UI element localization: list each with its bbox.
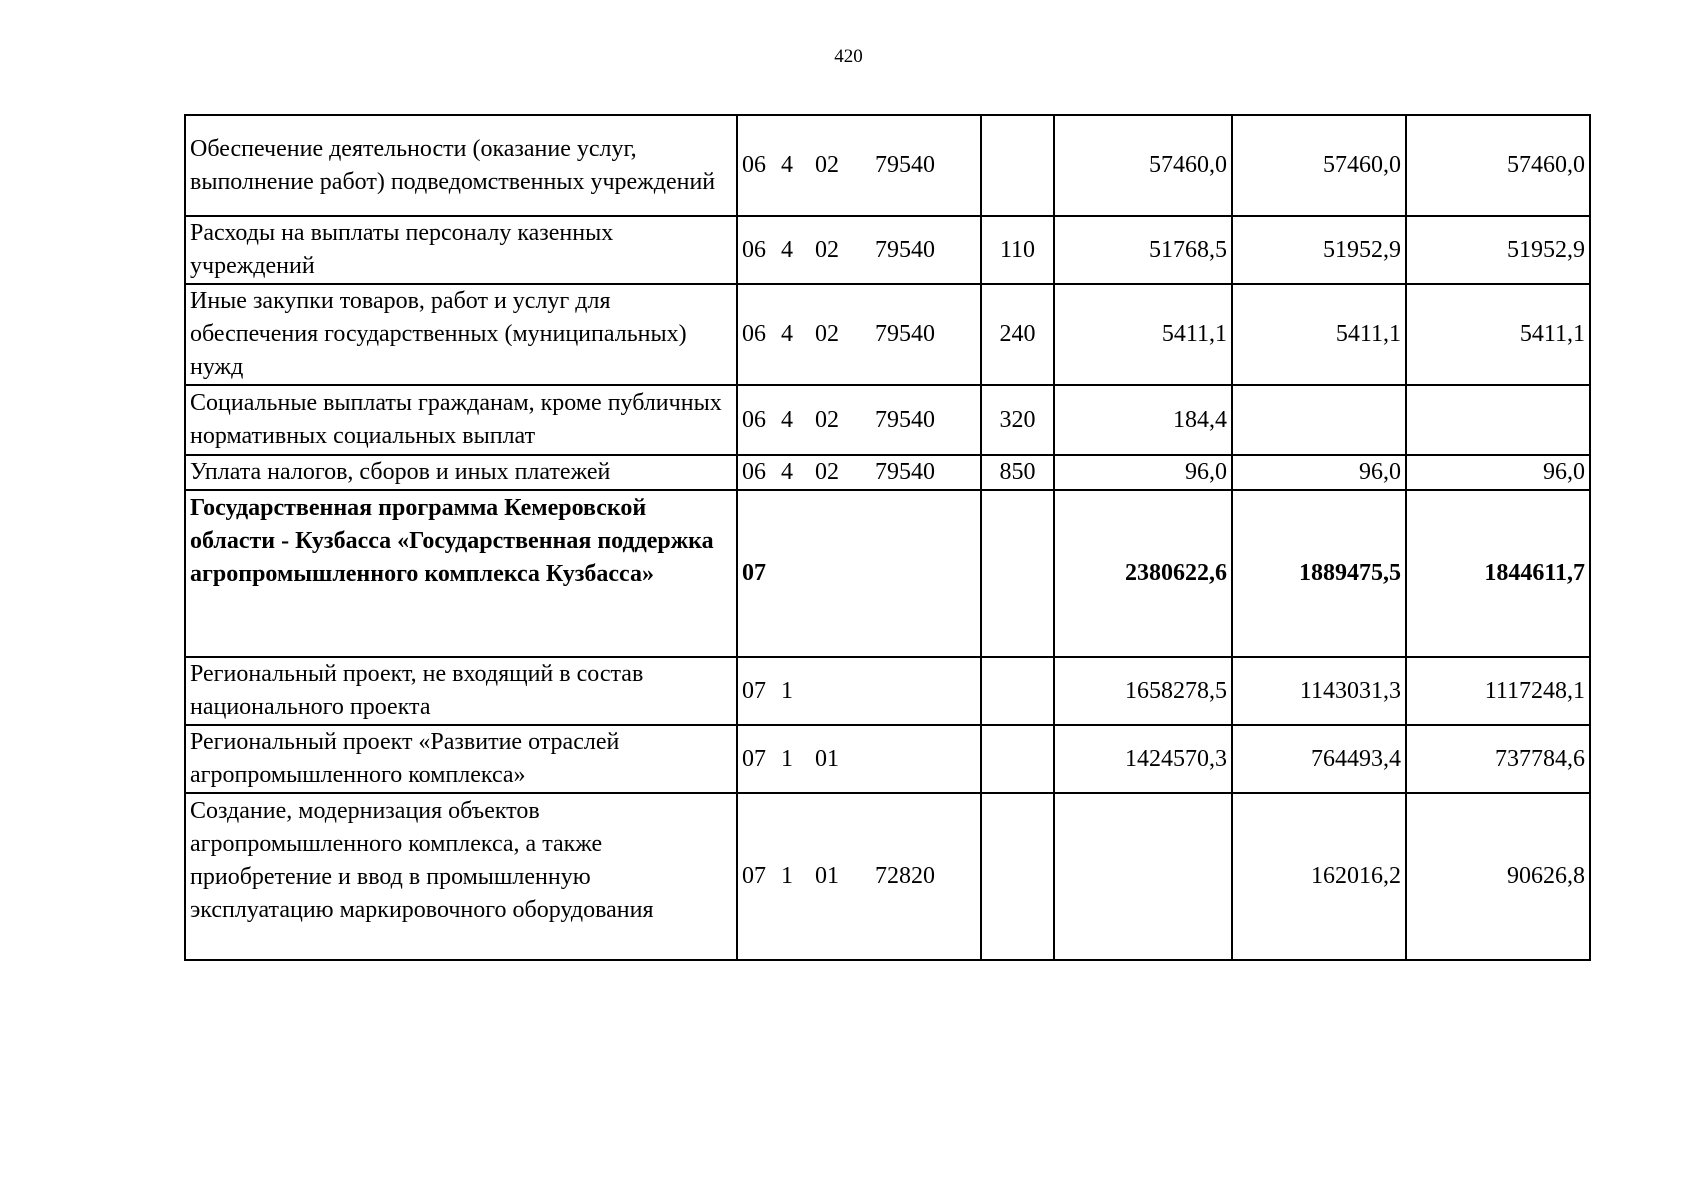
- expense-type-code: [981, 657, 1054, 725]
- amount-year-3: 5411,1: [1406, 284, 1590, 385]
- row-name: Обеспечение деятельности (оказание услуг, выполнение работ) подведомственных учреждений: [185, 115, 737, 216]
- classification-code: [737, 793, 981, 960]
- classification-code: [737, 385, 981, 455]
- amount-year-2: [1232, 385, 1406, 455]
- amount-year-2: 96,0: [1232, 455, 1406, 490]
- expense-type-code: [981, 793, 1054, 960]
- amount-year-1: 2380622,6: [1054, 490, 1232, 657]
- table-row: [185, 284, 1590, 385]
- table-row: [185, 490, 1590, 657]
- amount-year-2: 1889475,5: [1232, 490, 1406, 657]
- row-name: Уплата налогов, сборов и иных платежей: [185, 455, 737, 490]
- amount-year-3: 57460,0: [1406, 115, 1590, 216]
- row-name: Региональный проект «Развитие отраслей агропромышленного комплекса»: [185, 725, 737, 793]
- amount-year-3: 1844611,7: [1406, 490, 1590, 657]
- amount-year-1: 51768,5: [1054, 216, 1232, 284]
- amount-year-3: 90626,8: [1406, 793, 1590, 960]
- main-event-code: 01: [815, 863, 839, 889]
- table-row: [185, 793, 1590, 960]
- amount-year-2: 51952,9: [1232, 216, 1406, 284]
- amount-year-1: 1424570,3: [1054, 725, 1232, 793]
- amount-year-1: 96,0: [1054, 455, 1232, 490]
- main-event-code: 01: [815, 745, 839, 772]
- classification-code: [737, 490, 981, 657]
- subprogram-code: 1: [781, 677, 793, 704]
- classification-code: [737, 657, 981, 725]
- main-event-code: 02: [815, 459, 839, 485]
- program-code: 07: [742, 745, 766, 772]
- subprogram-code: 4: [781, 236, 793, 263]
- subprogram-code: 4: [781, 406, 793, 433]
- subprogram-code: 1: [781, 863, 793, 889]
- row-name: Региональный проект, не входящий в состав национального проекта: [185, 657, 737, 725]
- row-name: Государственная программа Кемеровской области - Кузбасса «Государственная поддержка агропромышленного комплекса Кузбасса»: [185, 490, 737, 657]
- amount-year-2: 57460,0: [1232, 115, 1406, 216]
- amount-year-2: 162016,2: [1232, 793, 1406, 960]
- amount-year-3: 1117248,1: [1406, 657, 1590, 725]
- main-event-code: 02: [815, 152, 839, 178]
- row-name: Социальные выплаты гражданам, кроме публичных нормативных социальных выплат: [185, 385, 737, 455]
- amount-year-1: 57460,0: [1054, 115, 1232, 216]
- direction-code: 79540: [875, 406, 935, 433]
- subprogram-code: 4: [781, 152, 793, 178]
- direction-code: 79540: [875, 236, 935, 263]
- program-code: 06: [742, 406, 766, 433]
- expense-type-code: 110: [981, 216, 1054, 284]
- classification-code: [737, 455, 981, 490]
- page-number: 420: [834, 46, 863, 67]
- program-code: 07: [742, 677, 766, 704]
- amount-year-1: 184,4: [1054, 385, 1232, 455]
- table-row: [185, 657, 1590, 725]
- table-row: [185, 216, 1590, 284]
- amount-year-1: 1658278,5: [1054, 657, 1232, 725]
- main-event-code: 02: [815, 406, 839, 433]
- classification-code: [737, 115, 981, 216]
- direction-code: 79540: [875, 152, 935, 178]
- direction-code: 79540: [875, 321, 935, 347]
- table-row: [185, 725, 1590, 793]
- classification-code: [737, 284, 981, 385]
- expense-type-code: 320: [981, 385, 1054, 455]
- program-code: 06: [742, 236, 766, 263]
- program-code: 07: [742, 560, 766, 586]
- expense-type-code: [981, 490, 1054, 657]
- row-name: Создание, модернизация объектов агропромышленного комплекса, а также приобретение и ввод в промышленную эксплуатацию маркировочного оборудования: [185, 793, 737, 960]
- program-code: 06: [742, 459, 766, 485]
- budget-table: [184, 114, 1591, 961]
- amount-year-2: 764493,4: [1232, 725, 1406, 793]
- amount-year-3: 737784,6: [1406, 725, 1590, 793]
- table-row: [185, 385, 1590, 455]
- direction-code: 72820: [875, 863, 935, 889]
- program-code: 06: [742, 321, 766, 347]
- row-name: Расходы на выплаты персоналу казенных учреждений: [185, 216, 737, 284]
- row-name: Иные закупки товаров, работ и услуг для обеспечения государственных (муниципальных) нужд: [185, 284, 737, 385]
- classification-code: [737, 725, 981, 793]
- expense-type-code: [981, 115, 1054, 216]
- direction-code: 79540: [875, 459, 935, 485]
- amount-year-1: 5411,1: [1054, 284, 1232, 385]
- amount-year-2: 5411,1: [1232, 284, 1406, 385]
- subprogram-code: 4: [781, 459, 793, 485]
- amount-year-3: 96,0: [1406, 455, 1590, 490]
- table-row: [185, 455, 1590, 490]
- amount-year-3: [1406, 385, 1590, 455]
- program-code: 06: [742, 152, 766, 178]
- main-event-code: 02: [815, 321, 839, 347]
- subprogram-code: 1: [781, 745, 793, 772]
- expense-type-code: 240: [981, 284, 1054, 385]
- expense-type-code: [981, 725, 1054, 793]
- main-event-code: 02: [815, 236, 839, 263]
- amount-year-3: 51952,9: [1406, 216, 1590, 284]
- classification-code: [737, 216, 981, 284]
- subprogram-code: 4: [781, 321, 793, 347]
- amount-year-2: 1143031,3: [1232, 657, 1406, 725]
- table-row: [185, 115, 1590, 216]
- amount-year-1: [1054, 793, 1232, 960]
- expense-type-code: 850: [981, 455, 1054, 490]
- program-code: 07: [742, 863, 766, 889]
